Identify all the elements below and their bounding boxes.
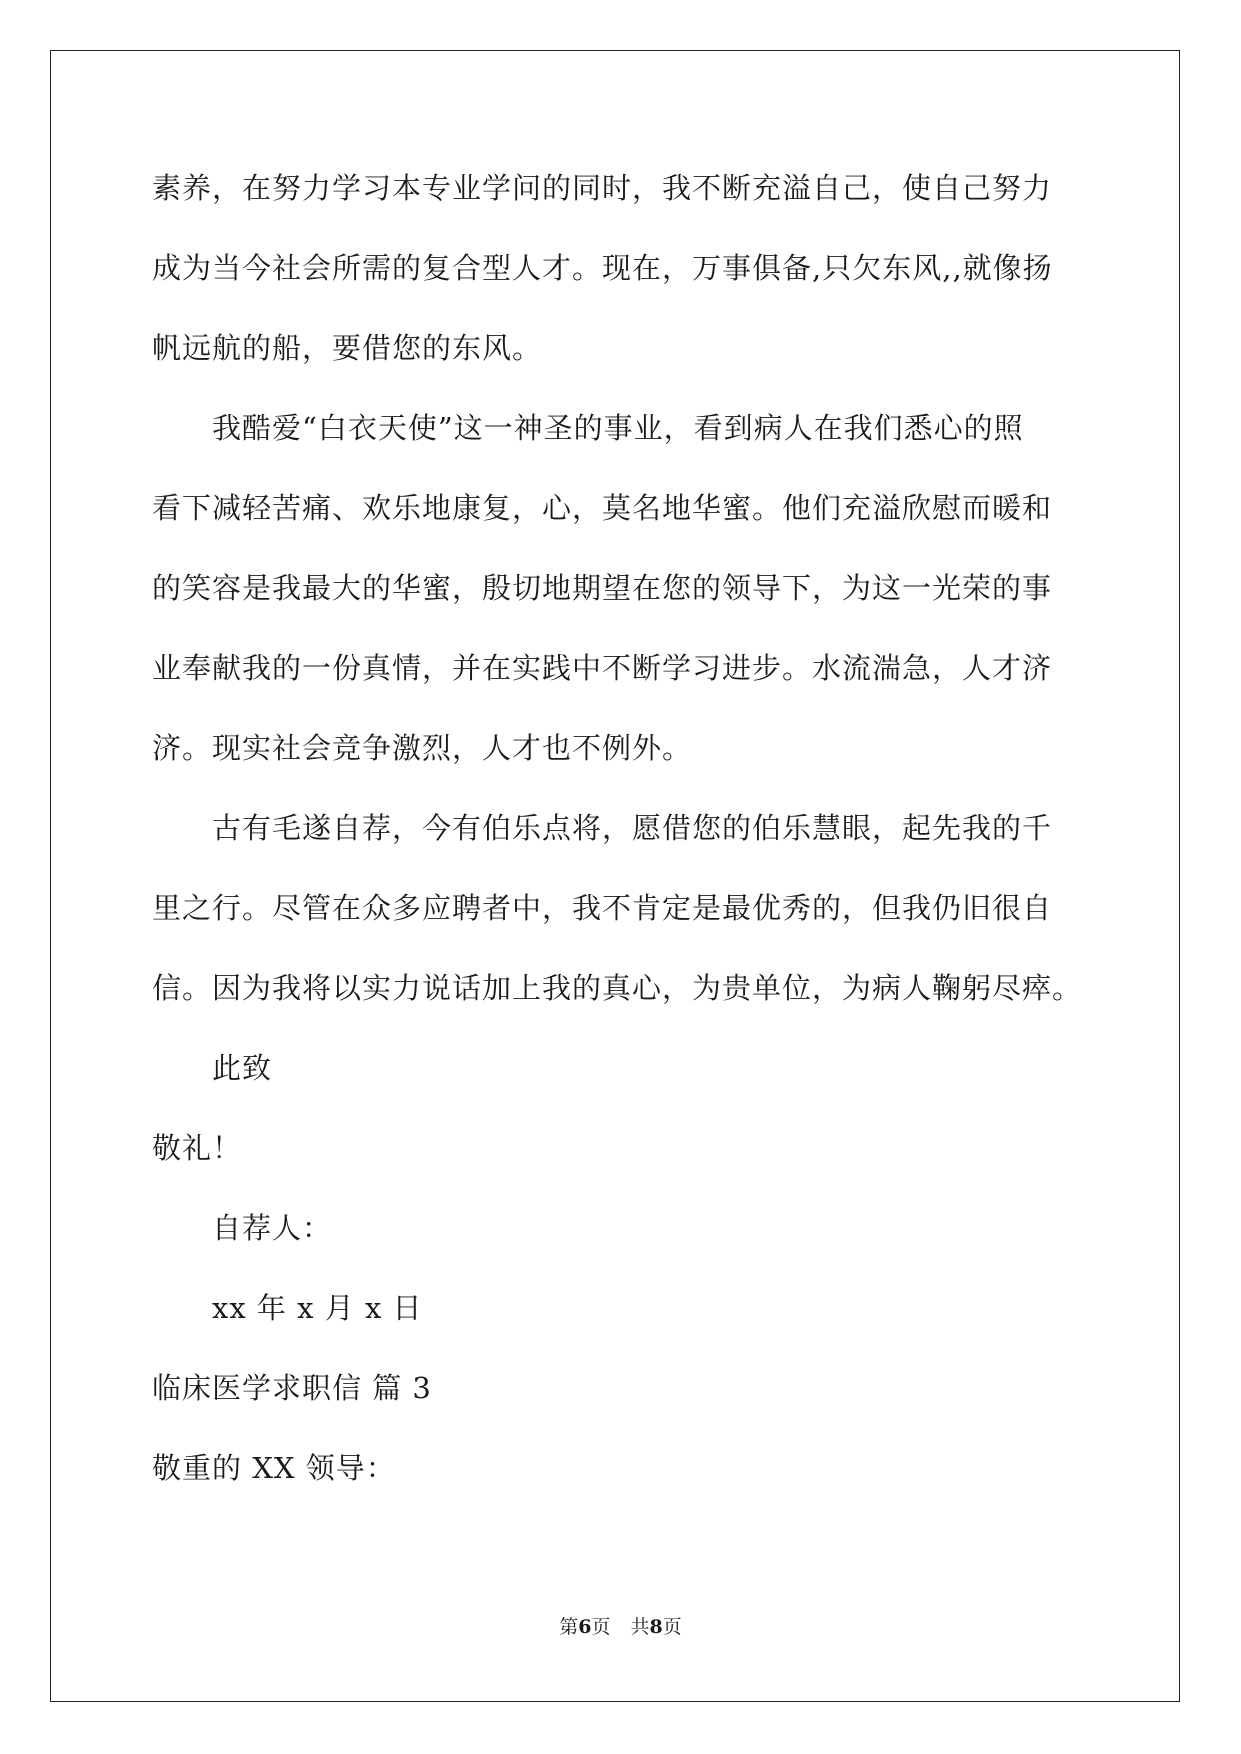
body-line: 的笑容是我最大的华蜜，殷切地期望在您的领导下，为这一光荣的事 xyxy=(152,571,1053,605)
body-line: 业奉献我的一份真情，并在实践中不断学习进步。水流湍急，人才济 xyxy=(152,651,1053,685)
greeting-line: 敬重的 XX 领导： xyxy=(152,1451,396,1485)
letter-body xyxy=(152,168,1112,1528)
body-line: 成为当今社会所需的复合型人才。现在，万事俱备,只欠东风,,就像扬 xyxy=(152,251,1053,285)
body-line: 帆远航的船，要借您的东风。 xyxy=(152,331,543,365)
page-footer xyxy=(0,1612,1241,1639)
total-suffix: 页 xyxy=(662,1616,682,1638)
body-line: 素养，在努力学习本专业学问的同时，我不断充溢自己，使自己努力 xyxy=(152,171,1053,205)
body-line: 里之行。尽管在众多应聘者中，我不肯定是最优秀的，但我仍旧很自 xyxy=(152,891,1053,925)
paragraph-start-line: 我酷爱“白衣天使”这一神圣的事业，看到病人在我们悉心的照 xyxy=(212,411,1024,445)
current-page-number: 6 xyxy=(578,1616,592,1638)
date-line: xx 年 x 月 x 日 xyxy=(212,1291,423,1325)
closing-regards: 敬礼！ xyxy=(152,1131,243,1165)
closing-salutation: 此致 xyxy=(212,1051,273,1085)
total-prefix: 共 xyxy=(630,1616,650,1638)
signature-label: 自荐人： xyxy=(212,1211,333,1245)
body-line: 济。现实社会竞争激烈，人才也不例外。 xyxy=(152,731,693,765)
page-suffix: 页 xyxy=(591,1616,611,1638)
body-line: 看下减轻苦痛、欢乐地康复，心，莫名地华蜜。他们充溢欣慰而暖和 xyxy=(152,491,1053,525)
section-title: 临床医学求职信 篇 3 xyxy=(152,1371,432,1405)
total-pages-number: 8 xyxy=(649,1616,663,1638)
page-prefix: 第 xyxy=(559,1616,579,1638)
body-line: 信。因为我将以实力说话加上我的真心，为贵单位，为病人鞠躬尽瘁。 xyxy=(152,971,1083,1005)
paragraph-start-line: 古有毛遂自荐，今有伯乐点将，愿借您的伯乐慧眼，起先我的千 xyxy=(212,811,1053,845)
